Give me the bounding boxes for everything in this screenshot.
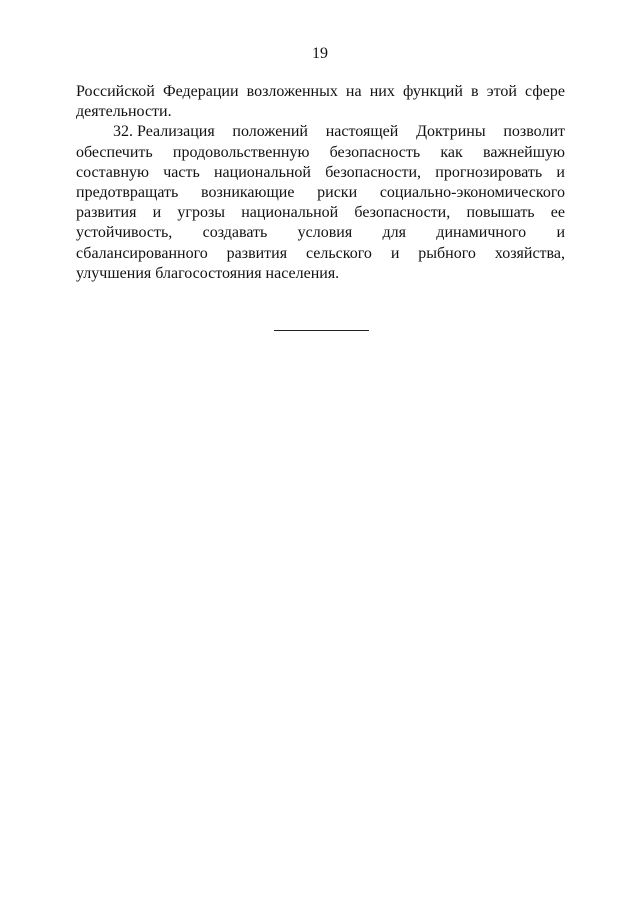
word: повышать (466, 204, 535, 222)
text-line (76, 183, 565, 203)
word: условия (297, 224, 353, 242)
word: национальной (213, 163, 311, 181)
word: рыбного (418, 244, 476, 262)
word: для (382, 224, 406, 242)
word: этой (486, 83, 517, 100)
word: динамичного (436, 224, 527, 242)
word: деятельности. (76, 103, 172, 121)
word: развития (226, 244, 288, 262)
text-line (76, 163, 565, 183)
word: развития (76, 204, 137, 222)
word: создавать (202, 224, 268, 242)
word: продовольственную (172, 143, 310, 161)
word: национальной (241, 204, 339, 222)
word: населения. (265, 264, 340, 282)
word: Доктрины (416, 123, 486, 141)
word: и (556, 224, 565, 242)
word: них (369, 83, 395, 100)
word: безопасности, (325, 163, 422, 181)
word: на (345, 83, 362, 100)
text-line (76, 223, 565, 243)
word: и (556, 163, 565, 181)
word: 32. Реализация (113, 123, 215, 141)
text-line (76, 82, 565, 102)
word: улучшения (76, 264, 152, 282)
text-line (76, 203, 565, 223)
text-line (76, 244, 565, 264)
text-line (76, 143, 565, 163)
word: сельского (306, 244, 372, 262)
word: сфере (525, 83, 565, 100)
page-number: 19 (312, 45, 328, 62)
end-divider (274, 330, 369, 331)
word: составную (76, 163, 149, 181)
text-line (76, 122, 565, 142)
word: возникающие (201, 183, 295, 201)
word: как (440, 143, 463, 161)
word: угрозы (177, 204, 226, 222)
word: предотвращать (76, 183, 179, 201)
word: благосостояния (155, 264, 262, 282)
word: устойчивость, (76, 224, 173, 242)
word: часть (163, 163, 200, 181)
word: ее (550, 204, 565, 222)
word: Федерации (162, 83, 239, 100)
word: функций (402, 83, 463, 100)
word: положений (232, 123, 308, 141)
word: возложенных (246, 83, 338, 100)
word: позволит (503, 123, 565, 141)
word: обеспечить (76, 143, 153, 161)
word: и (390, 244, 400, 262)
word: и (152, 204, 162, 222)
word: в (471, 83, 479, 100)
word: безопасность (329, 143, 421, 161)
word: риски (317, 183, 358, 201)
word: социально-экономического (379, 183, 565, 201)
word: безопасности, (354, 204, 451, 222)
word: настоящей (325, 123, 399, 141)
word: важнейшую (483, 143, 565, 161)
text-line (76, 102, 565, 122)
word: хозяйства, (494, 244, 565, 262)
word: сбалансированного (76, 244, 208, 262)
text-line (76, 264, 565, 284)
word: прогнозировать (435, 163, 543, 181)
body-text (76, 82, 565, 284)
word: Российской (76, 83, 155, 100)
